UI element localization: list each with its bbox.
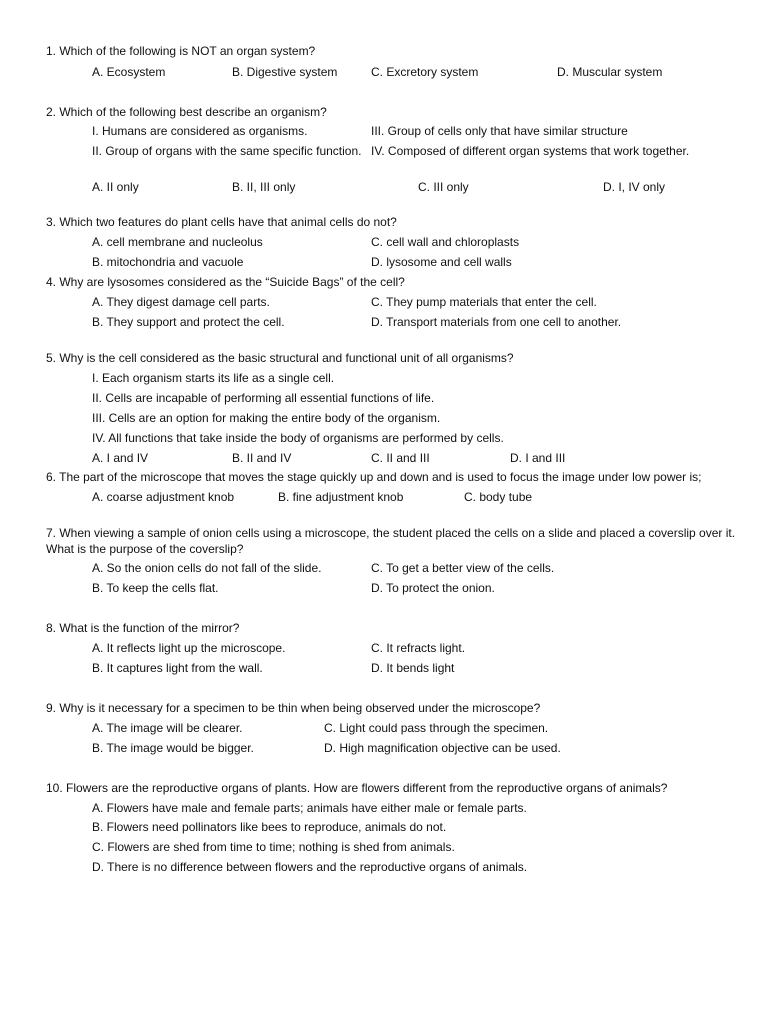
option-d: D. Muscular system bbox=[557, 65, 663, 79]
statement-iv: IV. All functions that take inside the body of organisms are performed by cells. bbox=[92, 431, 504, 445]
option-a: A. So the onion cells do not fall of the slide. bbox=[92, 561, 322, 575]
question-stem: 4. Why are lysosomes considered as the “Suicide Bags” of the cell? bbox=[46, 275, 405, 289]
option-d: D. lysosome and cell walls bbox=[371, 255, 512, 269]
option-d: D. To protect the onion. bbox=[371, 581, 495, 595]
option-b: B. To keep the cells flat. bbox=[92, 581, 219, 595]
question-stem: 3. Which two features do plant cells have that animal cells do not? bbox=[46, 215, 397, 229]
option-b: B. The image would be bigger. bbox=[92, 741, 254, 755]
option-d: D. There is no difference between flowers and the reproductive organs of animals. bbox=[92, 860, 528, 874]
option-b: B. II, III only bbox=[232, 180, 296, 194]
question-stem-line-2: What is the purpose of the coverslip? bbox=[46, 542, 244, 556]
option-c: C. Light could pass through the specimen. bbox=[324, 721, 549, 735]
option-b: B. Flowers need pollinators like bees to reproduce, animals do not. bbox=[92, 820, 447, 834]
option-c: C. body tube bbox=[464, 490, 533, 504]
option-a: A. The image will be clearer. bbox=[92, 721, 243, 735]
option-a: A. coarse adjustment knob bbox=[92, 490, 235, 504]
option-c: C. Flowers are shed from time to time; nothing is shed from animals. bbox=[92, 840, 455, 854]
option-c: C. III only bbox=[418, 180, 469, 194]
option-d: D. It bends light bbox=[371, 661, 455, 675]
statement-ii: II. Group of organs with the same specific function. bbox=[92, 144, 362, 158]
option-d: D. Transport materials from one cell to another. bbox=[371, 315, 622, 329]
option-d: D. I and III bbox=[510, 451, 566, 465]
option-b: B. fine adjustment knob bbox=[278, 490, 404, 504]
option-d: D. I, IV only bbox=[603, 180, 666, 194]
option-a: A. cell membrane and nucleolus bbox=[92, 235, 263, 249]
question-stem: 2. Which of the following best describe an organism? bbox=[46, 105, 327, 119]
option-a: A. II only bbox=[92, 180, 139, 194]
option-b: B. Digestive system bbox=[232, 65, 338, 79]
option-c: C. Excretory system bbox=[371, 65, 479, 79]
option-c: C. II and III bbox=[371, 451, 430, 465]
question-stem: 1. Which of the following is NOT an organ system? bbox=[46, 44, 316, 58]
question-stem: 5. Why is the cell considered as the basic structural and functional unit of all organisms? bbox=[46, 351, 514, 365]
option-a: A. Flowers have male and female parts; animals have either male or female parts. bbox=[92, 801, 527, 815]
option-b: B. mitochondria and vacuole bbox=[92, 255, 244, 269]
statement-i: I. Each organism starts its life as a single cell. bbox=[92, 371, 335, 385]
question-stem-line-1: 7. When viewing a sample of onion cells using a microscope, the student placed the cells on a slide and placed a coverslip over it. bbox=[46, 526, 736, 540]
question-stem: 10. Flowers are the reproductive organs of plants. How are flowers different from the reproductive organs of animals? bbox=[46, 781, 668, 795]
statement-ii: II. Cells are incapable of performing all essential functions of life. bbox=[92, 391, 435, 405]
option-c: C. It refracts light. bbox=[371, 641, 466, 655]
statement-iv: IV. Composed of different organ systems that work together. bbox=[371, 144, 690, 158]
option-a: A. It reflects light up the microscope. bbox=[92, 641, 286, 655]
option-b: B. It captures light from the wall. bbox=[92, 661, 263, 675]
option-c: C. They pump materials that enter the cell. bbox=[371, 295, 597, 309]
option-b: B. They support and protect the cell. bbox=[92, 315, 285, 329]
option-c: C. cell wall and chloroplasts bbox=[371, 235, 520, 249]
question-stem: 6. The part of the microscope that moves the stage quickly up and down and is used to focus the image under low power is; bbox=[46, 470, 702, 484]
option-a: A. I and IV bbox=[92, 451, 149, 465]
option-d: D. High magnification objective can be used. bbox=[324, 741, 561, 755]
statement-iii: III. Group of cells only that have similar structure bbox=[371, 124, 628, 138]
option-a: A. Ecosystem bbox=[92, 65, 166, 79]
question-stem: 8. What is the function of the mirror? bbox=[46, 621, 240, 635]
question-stem: 9. Why is it necessary for a specimen to be thin when being observed under the microscope? bbox=[46, 701, 541, 715]
option-b: B. II and IV bbox=[232, 451, 292, 465]
option-c: C. To get a better view of the cells. bbox=[371, 561, 555, 575]
statement-iii: III. Cells are an option for making the entire body of the organism. bbox=[92, 411, 441, 425]
statement-i: I. Humans are considered as organisms. bbox=[92, 124, 308, 138]
option-a: A. They digest damage cell parts. bbox=[92, 295, 270, 309]
